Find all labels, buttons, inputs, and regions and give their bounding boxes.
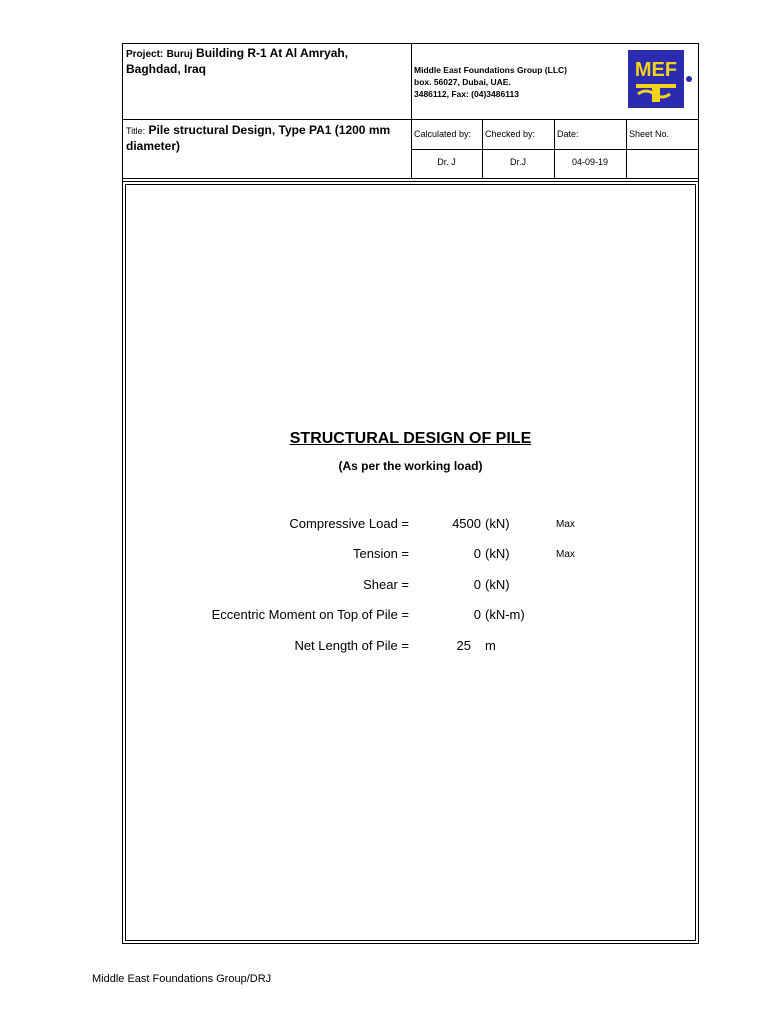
company-info <box>414 64 567 100</box>
row-note: Max <box>556 549 575 560</box>
row-label: Compressive Load = <box>289 516 409 531</box>
company-name: Middle East Foundations Group (LLC) <box>414 65 567 75</box>
row-net-length <box>122 638 699 658</box>
page-footer: Middle East Foundations Group/DRJ <box>92 973 272 985</box>
row-unit: (kN) <box>485 546 510 561</box>
row-label: Net Length of Pile = <box>294 638 409 653</box>
title-cell <box>126 122 410 154</box>
row-unit: (kN) <box>485 577 510 592</box>
company-logo <box>628 50 684 108</box>
checked-by-value: Dr.J <box>509 157 526 167</box>
row-label: Tension = <box>352 546 409 561</box>
date-label: Date: <box>557 129 579 139</box>
page-heading: STRUCTURAL DESIGN OF PILE <box>289 430 532 447</box>
row-note: Max <box>556 519 575 530</box>
row-compressive-load <box>122 516 699 536</box>
title-line1: Pile structural Design, Type PA1 (1200 mm <box>148 123 391 137</box>
title-line2: diameter) <box>126 139 181 153</box>
row-shear <box>122 577 699 597</box>
logo-text: MEF <box>634 59 678 81</box>
page-subheading: (As per the working load) <box>338 459 483 473</box>
checked-by-label: Checked by: <box>485 129 536 139</box>
row-value: 0 <box>473 607 481 622</box>
row-value: 4500 <box>452 516 481 531</box>
row-value: 0 <box>473 546 481 561</box>
calculated-by-label: Calculated by: <box>414 129 472 139</box>
company-address: box. 56027, Dubai, UAE. <box>414 77 511 87</box>
project-line2: Baghdad, Iraq <box>126 62 207 76</box>
title-label: Title: <box>126 126 146 136</box>
row-eccentric-moment <box>122 607 699 627</box>
row-value: 0 <box>473 577 481 592</box>
project-line1: Building R-1 At Al Amryah, <box>196 46 349 60</box>
row-label: Eccentric Moment on Top of Pile = <box>211 607 409 622</box>
row-unit: m <box>485 638 496 653</box>
calculated-by-value: Dr. J <box>437 157 456 167</box>
company-phone: 3486112, Fax: (04)3486113 <box>414 89 519 99</box>
sheet-no-label: Sheet No. <box>629 129 670 139</box>
project-prefix: Buruj <box>166 49 193 60</box>
row-value: 25 <box>456 638 471 653</box>
row-label: Shear = <box>363 577 409 592</box>
row-tension <box>122 546 699 566</box>
date-value: 04-09-19 <box>571 157 609 167</box>
row-unit: (kN-m) <box>485 607 525 622</box>
row-unit: (kN) <box>485 516 510 531</box>
logo-mark <box>686 76 692 82</box>
project-cell <box>126 46 408 77</box>
project-label: Project: <box>126 49 164 60</box>
